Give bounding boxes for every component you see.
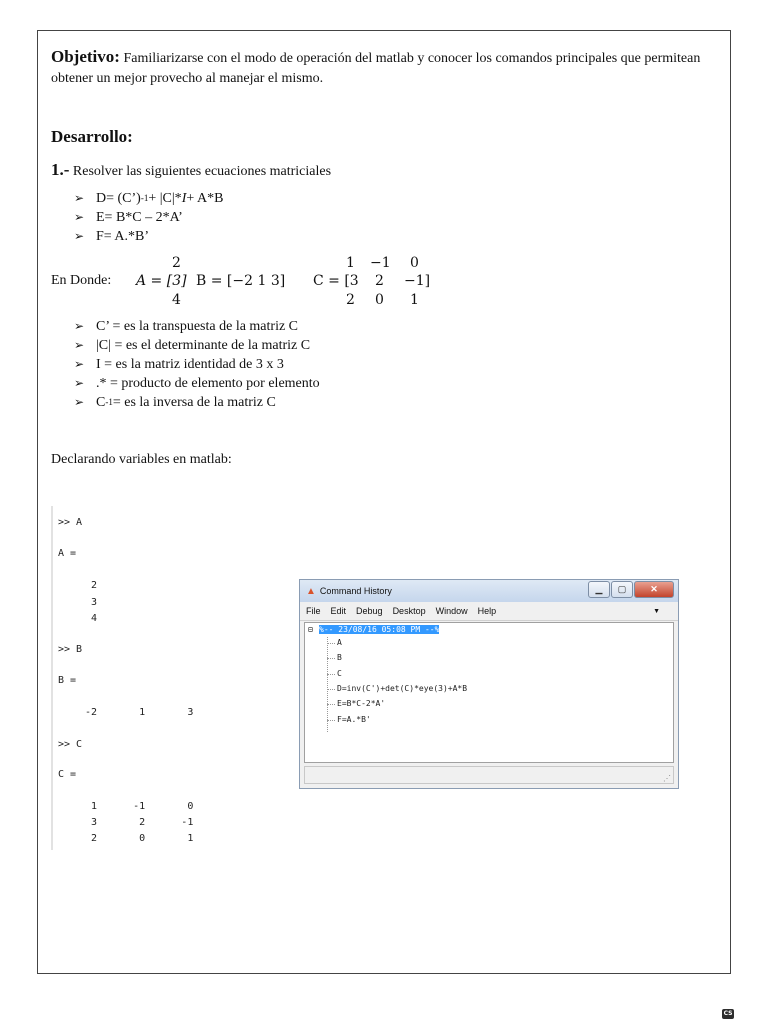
console-margin [51, 506, 53, 850]
tree-line [327, 637, 329, 732]
history-item[interactable]: D=inv(C')+det(C)*eye(3)+A*B [337, 684, 468, 693]
definition-list [74, 317, 320, 412]
history-item[interactable]: C [337, 669, 342, 678]
console-c-row-3: 2 0 1 [91, 833, 194, 844]
menu-debug[interactable]: Debug [356, 606, 383, 616]
menu-help[interactable]: Help [477, 606, 497, 616]
matrix-c-r1c1: 1 [346, 255, 355, 271]
section-heading: Desarrollo: [51, 127, 133, 146]
tree-tick [327, 674, 335, 675]
matrix-c-r1c3: 0 [410, 255, 419, 271]
console-a-val-1: 2 [91, 580, 98, 591]
arrow-bullet-icon: ➢ [74, 376, 85, 390]
tree-tick [327, 643, 335, 644]
menu-window[interactable]: Window [435, 606, 468, 616]
item-1 [51, 160, 331, 180]
arrow-bullet-icon: ➢ [74, 319, 85, 333]
matrix-c-r3c3: 1 [410, 292, 419, 308]
definition-determinant: ➢ |C| = es el determinante de la matriz C [74, 338, 311, 353]
arrow-bullet-icon: ➢ [74, 395, 85, 409]
console-c-row-2: 3 2 -1 [91, 817, 194, 828]
close-icon: ✕ [650, 584, 658, 594]
console-c-row-1: 1 -1 0 [91, 801, 194, 812]
equation-d: ➢ D= (C’) -1 + |C|* I + A*B [74, 191, 224, 206]
collapse-icon[interactable]: ⊟ [308, 625, 313, 634]
matrix-c-r2c2: 2 [375, 273, 384, 289]
window-title: Command History [319, 586, 392, 596]
arrow-bullet-icon: ➢ [74, 338, 85, 352]
tree-tick [327, 720, 335, 721]
menu-desktop[interactable]: Desktop [392, 606, 426, 616]
console-b-vals: -2 1 3 [85, 707, 194, 718]
camscanner-badge: CS [723, 1010, 733, 1017]
maximize-icon: ▢ [617, 584, 627, 594]
matrix-b: B = [−2 1 3] [196, 273, 286, 289]
objective-paragraph [51, 47, 711, 89]
minimize-button[interactable] [588, 581, 610, 598]
tree-tick [327, 658, 335, 659]
definition-elementwise: ➢ .* = producto de elemento por elemento [74, 376, 320, 391]
history-item[interactable]: A [337, 638, 342, 647]
menu-file[interactable]: File [306, 606, 321, 616]
matrix-c-r3c1: 2 [346, 292, 355, 308]
arrow-bullet-icon: ➢ [74, 229, 85, 243]
maximize-button[interactable] [611, 581, 633, 598]
matrix-c-r2c3: −1] [404, 273, 431, 289]
definition-inverse: ➢ C -1 = es la inversa de la matriz C [74, 395, 276, 410]
item-1-number: 1.- [51, 160, 70, 179]
matrix-a: A = [3] [136, 273, 187, 289]
matrix-c-r1c2: −1 [370, 255, 391, 271]
equation-f: ➢ F= A.*B’ [74, 229, 150, 244]
console-prompt-b: >> B [58, 644, 83, 655]
window-menubar [300, 602, 678, 621]
objective-text: Familiarizarse con el modo de operación del matlab y conocer los comandos principales que permitean obtener un mejor provecho al manejar el mismo. [51, 51, 701, 86]
history-item[interactable]: F=A.*B' [337, 715, 371, 724]
console-a-header: A = [58, 548, 77, 559]
objective-label: Objetivo: [51, 47, 120, 66]
matrix-c: C = [3 [313, 273, 359, 289]
resize-grip-icon[interactable]: ⋰ [663, 774, 671, 783]
console-prompt-a: >> A [58, 517, 83, 528]
history-list [304, 622, 674, 763]
arrow-bullet-icon: ➢ [74, 191, 85, 205]
matrix-c-r3c2: 0 [375, 292, 384, 308]
tree-tick [327, 704, 335, 705]
close-button[interactable] [634, 581, 674, 598]
equation-list [74, 189, 223, 246]
window-statusbar [304, 766, 674, 784]
history-session-header[interactable]: %-- 23/08/16 05:08 PM --% [319, 625, 440, 634]
arrow-bullet-icon: ➢ [74, 210, 85, 224]
console-prompt-c: >> C [58, 739, 83, 750]
matrix-a-bottom: 4 [172, 292, 181, 308]
command-history-window [299, 579, 679, 789]
definition-identity: ➢ I = es la matriz identidad de 3 x 3 [74, 357, 284, 372]
window-titlebar[interactable] [300, 580, 678, 602]
declarando-text: Declarando variables en matlab: [51, 452, 232, 467]
window-controls [587, 581, 674, 598]
item-1-text: Resolver las siguientes ecuaciones matriciales [69, 164, 332, 179]
minimize-icon: ▁ [595, 584, 603, 594]
history-item[interactable]: E=B*C-2*A' [337, 699, 386, 708]
arrow-bullet-icon: ➢ [74, 357, 85, 371]
equation-e: ➢ E= B*C – 2*A’ [74, 210, 183, 225]
console-a-val-2: 3 [91, 597, 98, 608]
tree-tick [327, 689, 335, 690]
console-c-header: C = [58, 769, 77, 780]
menu-overflow-icon[interactable]: ▼ [653, 607, 660, 615]
menu-edit[interactable]: Edit [330, 606, 347, 616]
console-b-header: B = [58, 675, 77, 686]
en-donde-label: En Donde: [51, 273, 112, 288]
history-item[interactable]: B [337, 653, 342, 662]
console-a-val-3: 4 [91, 613, 98, 624]
definition-transpose: ➢ C’ = es la transpuesta de la matriz C [74, 319, 299, 334]
matrix-a-top: 2 [172, 255, 181, 271]
matlab-logo-icon: ▲ [306, 585, 316, 597]
